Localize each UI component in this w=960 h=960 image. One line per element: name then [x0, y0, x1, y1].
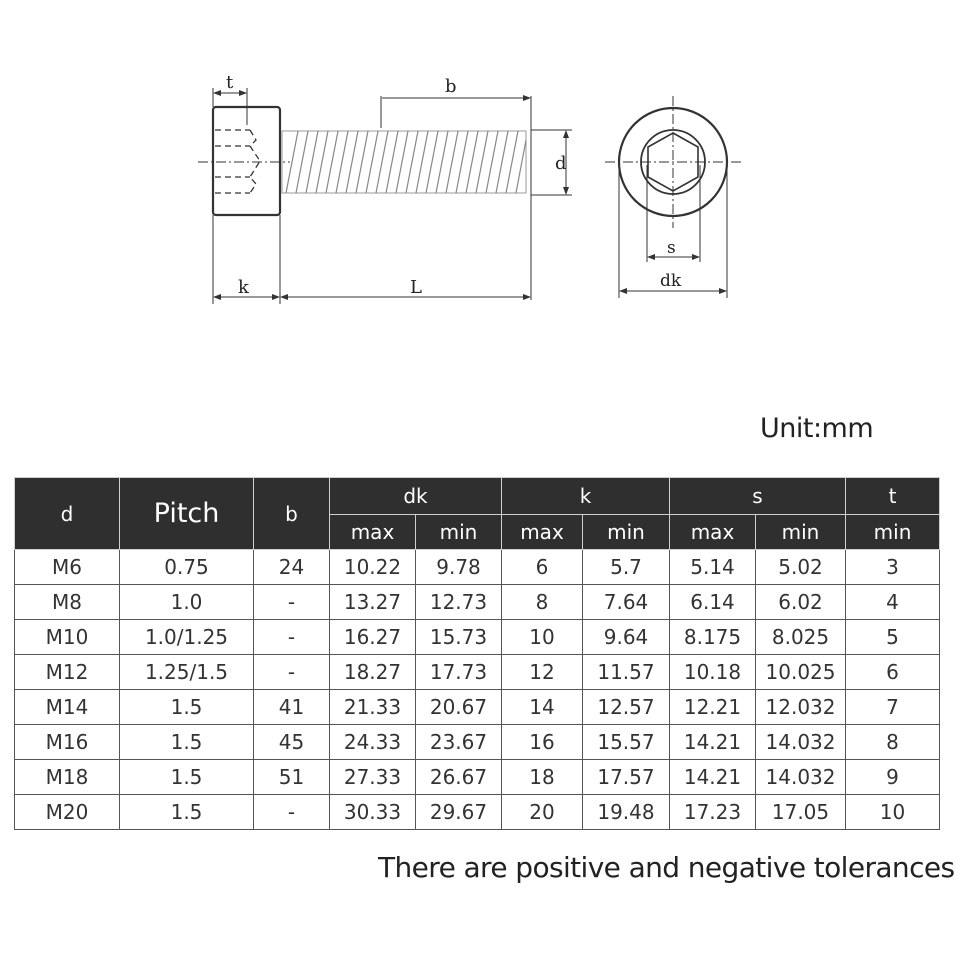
cell-pitch: 1.0/1.25 [120, 620, 254, 655]
cell-k-min: 15.57 [583, 725, 670, 760]
cell-d: M18 [15, 760, 120, 795]
cell-d: M8 [15, 585, 120, 620]
cell-s-max: 14.21 [670, 760, 756, 795]
cell-k-max: 18 [502, 760, 583, 795]
cell-b: - [254, 620, 330, 655]
cell-s-min: 17.05 [756, 795, 846, 830]
cell-dk-max: 10.22 [330, 550, 416, 585]
cell-b: 24 [254, 550, 330, 585]
unit-label: Unit:mm [760, 413, 874, 444]
cell-b: 41 [254, 690, 330, 725]
cell-pitch: 1.5 [120, 690, 254, 725]
cell-t-min: 7 [846, 690, 940, 725]
cell-s-max: 17.23 [670, 795, 756, 830]
cell-t-min: 6 [846, 655, 940, 690]
cell-b: - [254, 585, 330, 620]
cell-d: M16 [15, 725, 120, 760]
table-row [15, 795, 940, 830]
cell-k-min: 9.64 [583, 620, 670, 655]
cell-k-min: 19.48 [583, 795, 670, 830]
header-dk-max: max [330, 515, 416, 550]
cell-s-max: 12.21 [670, 690, 756, 725]
cell-pitch: 0.75 [120, 550, 254, 585]
table-row [15, 690, 940, 725]
socket-head-screw-drawing [0, 0, 960, 340]
cell-s-min: 10.025 [756, 655, 846, 690]
cell-s-max: 8.175 [670, 620, 756, 655]
cell-k-max: 16 [502, 725, 583, 760]
cell-dk-min: 9.78 [416, 550, 502, 585]
cell-b: 45 [254, 725, 330, 760]
label-s: s [667, 238, 676, 258]
dimension-table [14, 477, 940, 830]
cell-dk-min: 26.67 [416, 760, 502, 795]
header-row-groups [15, 478, 940, 515]
cell-pitch: 1.5 [120, 795, 254, 830]
table-body [15, 550, 940, 830]
cell-k-min: 12.57 [583, 690, 670, 725]
header-s-min: min [756, 515, 846, 550]
cell-b: 51 [254, 760, 330, 795]
label-L: L [410, 277, 422, 298]
end-view-labels [660, 238, 682, 291]
header-k-max: max [502, 515, 583, 550]
cell-s-min: 8.025 [756, 620, 846, 655]
cell-s-max: 6.14 [670, 585, 756, 620]
cell-dk-max: 16.27 [330, 620, 416, 655]
table-row [15, 760, 940, 795]
header-t: t [846, 478, 940, 515]
table-row [15, 585, 940, 620]
table-row [15, 655, 940, 690]
table-row [15, 620, 940, 655]
cell-dk-max: 18.27 [330, 655, 416, 690]
side-view [198, 88, 572, 304]
header-s: s [670, 478, 846, 515]
cell-s-max: 10.18 [670, 655, 756, 690]
cell-pitch: 1.5 [120, 760, 254, 795]
cell-k-min: 5.7 [583, 550, 670, 585]
cell-dk-max: 30.33 [330, 795, 416, 830]
cell-dk-min: 12.73 [416, 585, 502, 620]
label-dk: dk [660, 271, 682, 291]
header-dk: dk [330, 478, 502, 515]
label-k: k [238, 277, 249, 298]
label-t: t [226, 72, 234, 93]
cell-t-min: 4 [846, 585, 940, 620]
cell-d: M14 [15, 690, 120, 725]
header-t-min: min [846, 515, 940, 550]
cell-t-min: 8 [846, 725, 940, 760]
header-s-max: max [670, 515, 756, 550]
cell-t-min: 10 [846, 795, 940, 830]
header-d: d [15, 478, 120, 550]
cell-pitch: 1.25/1.5 [120, 655, 254, 690]
header-k-min: min [583, 515, 670, 550]
cell-k-max: 20 [502, 795, 583, 830]
label-d: d [555, 153, 567, 174]
cell-dk-min: 17.73 [416, 655, 502, 690]
cell-s-min: 12.032 [756, 690, 846, 725]
cell-t-min: 3 [846, 550, 940, 585]
label-b: b [445, 76, 457, 97]
cell-dk-min: 20.67 [416, 690, 502, 725]
tolerance-note: There are positive and negative tolerances [378, 851, 955, 884]
cell-dk-min: 23.67 [416, 725, 502, 760]
cell-dk-max: 13.27 [330, 585, 416, 620]
header-k: k [502, 478, 670, 515]
cell-s-min: 14.032 [756, 725, 846, 760]
header-dk-min: min [416, 515, 502, 550]
cell-d: M12 [15, 655, 120, 690]
cell-k-min: 7.64 [583, 585, 670, 620]
cell-k-min: 17.57 [583, 760, 670, 795]
table-row [15, 550, 940, 585]
cell-dk-max: 24.33 [330, 725, 416, 760]
cell-k-max: 14 [502, 690, 583, 725]
cell-dk-max: 27.33 [330, 760, 416, 795]
cell-dk-min: 15.73 [416, 620, 502, 655]
cell-dk-min: 29.67 [416, 795, 502, 830]
header-pitch: Pitch [120, 478, 254, 550]
cell-s-min: 6.02 [756, 585, 846, 620]
cell-d: M6 [15, 550, 120, 585]
end-view [605, 96, 742, 298]
cell-b: - [254, 655, 330, 690]
cell-d: M20 [15, 795, 120, 830]
cell-pitch: 1.0 [120, 585, 254, 620]
cell-k-max: 12 [502, 655, 583, 690]
cell-t-min: 5 [846, 620, 940, 655]
header-b: b [254, 478, 330, 550]
cell-k-max: 10 [502, 620, 583, 655]
cell-k-max: 6 [502, 550, 583, 585]
cell-s-max: 14.21 [670, 725, 756, 760]
cell-dk-max: 21.33 [330, 690, 416, 725]
cell-b: - [254, 795, 330, 830]
cell-s-max: 5.14 [670, 550, 756, 585]
cell-k-max: 8 [502, 585, 583, 620]
cell-s-min: 14.032 [756, 760, 846, 795]
side-view-labels [226, 72, 567, 298]
cell-t-min: 9 [846, 760, 940, 795]
cell-d: M10 [15, 620, 120, 655]
cell-s-min: 5.02 [756, 550, 846, 585]
cell-pitch: 1.5 [120, 725, 254, 760]
table-row [15, 725, 940, 760]
cell-k-min: 11.57 [583, 655, 670, 690]
